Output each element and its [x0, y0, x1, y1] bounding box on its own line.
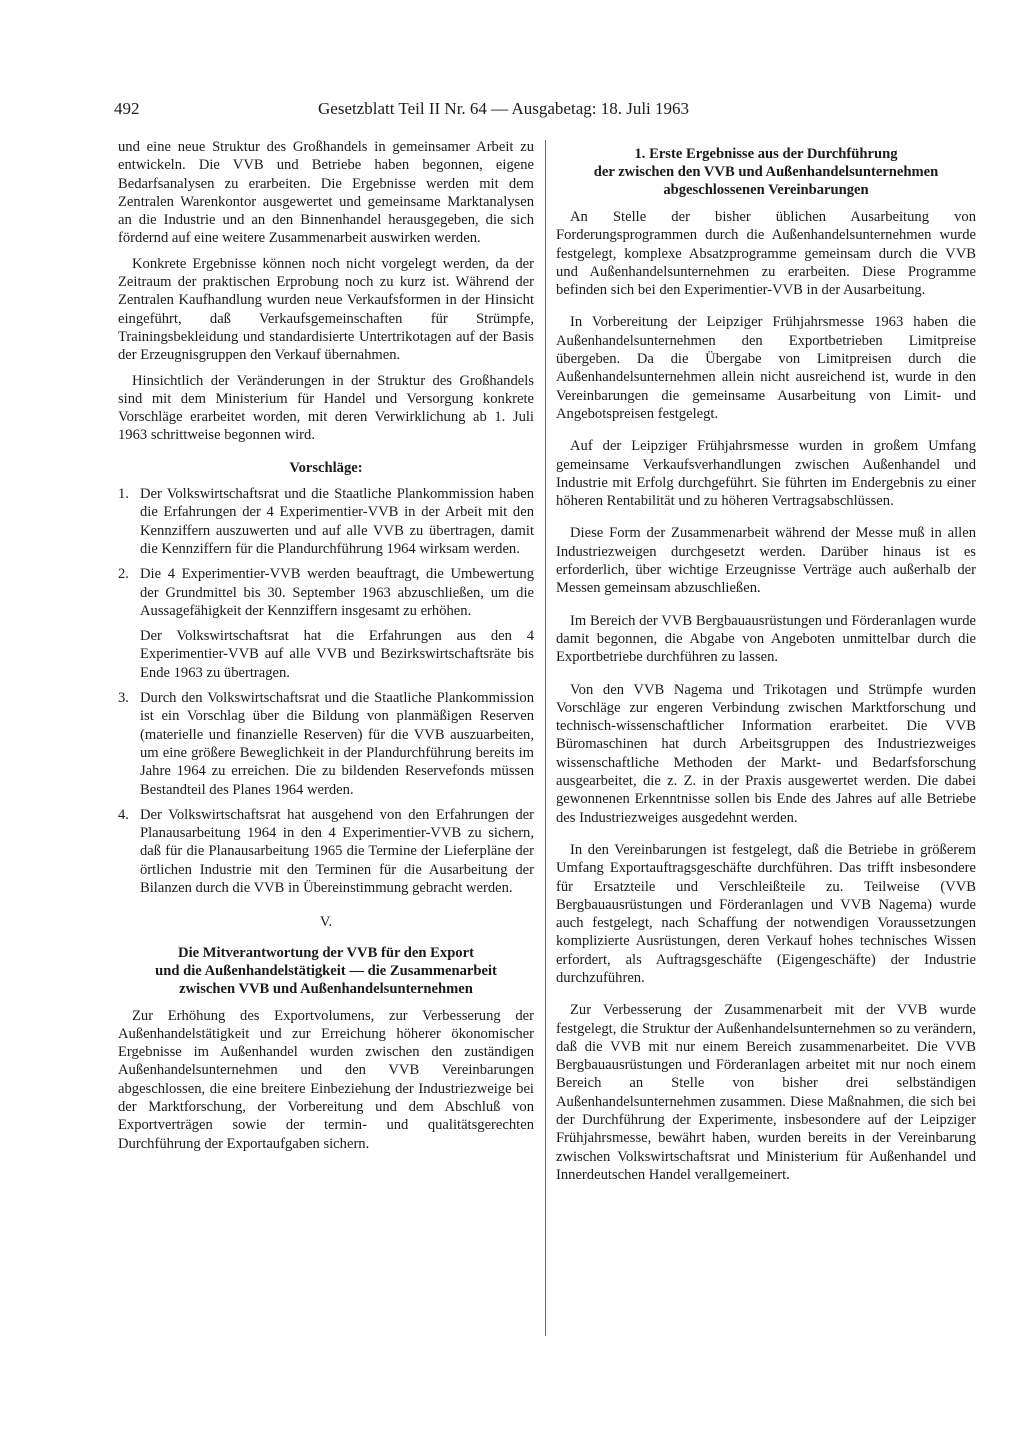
list-item-number: 3.	[118, 690, 129, 707]
left-column	[118, 138, 534, 1160]
right-column	[556, 138, 976, 1191]
section-title-line: Die Mitverantwortung der VVB für den Export	[178, 944, 474, 961]
list-item-number: 4.	[118, 806, 129, 823]
list-item-text: Der Volkswirtschaftsrat hat die Erfahrungen aus den 4 Experimentier-VVB auf alle VVB und Bezirkswirtschaftsräte bis Ende 1963 zu übertragen.	[140, 628, 534, 681]
list-item	[118, 485, 534, 558]
paragraph: In Vorbereitung der Leipziger Frühjahrsmesse 1963 haben die Außenhandelsunternehmen den Exportbetrieben Limitpreise übergeben. Da die Übergabe von Limitpreisen durch die Außenhandelsunternehmen allein nicht ausreichend ist, wurde in den Vereinbarungen die gemeinsame Ausarbeitung von Limit- und Angebotspreisen festgelegt.	[556, 314, 976, 422]
list-item-text: Der Volkswirtschaftsrat und die Staatliche Plankommission haben die Erfahrungen der 4 Experimentier-VVB in der Arbeit mit den Kennziffern auszuwerten und auf alle VVB zu übertragen, damit die Kennziffern für die Plandurchführung 1964 wirksam werden.	[140, 486, 534, 557]
subsection-title	[556, 145, 976, 199]
paragraph: und eine neue Struktur des Großhandels in gemeinsamer Arbeit zu entwickeln. Die VVB und Betriebe haben begonnen, eigene Bedarfsanalysen zu erarbeiten. Die Ergebnisse werden mit dem Zentralen Warenkontor ausgewertet und gemeinsame Marktanalysen an die Industrie und an den Binnenhandel herausgegeben, die sich fördernd auf eine weitere Zusammenarbeit auswirken werden.	[118, 139, 534, 247]
paragraph: Konkrete Ergebnisse können noch nicht vorgelegt werden, da der Zeitraum der praktischen Erprobung noch zu kurz ist. Während der Zentralen Kaufhandlung wurden neue Verkaufsformen in der Hinsicht eingeführt, daß Verkaufsgemeinschaften für Strümpfe, Trainingsbekleidung und standardisierte Untertrikotagen auf der Basis der Erzeugnisgruppen den Verkauf übernahmen.	[118, 255, 534, 364]
section-title-line: zwischen VVB und Außenhandelsunternehmen	[179, 980, 473, 997]
subsection-title-line: abgeschlossenen Vereinbarungen	[663, 182, 869, 198]
list-item	[118, 689, 534, 799]
paragraph: Im Bereich der VVB Bergbauausrüstungen und Förderanlagen wurde damit begonnen, die Abgabe von Angeboten unmittelbar durch die Exportbetriebe durchführen zu lassen.	[556, 612, 976, 666]
paragraph: Diese Form der Zusammenarbeit während der Messe muß in allen Industriezweigen durchgesetzt werden. Darüber hinaus ist es erforderlich, über wichtige Erzeugnisse Verträge auch außerhalb der Messen gemeinsam abzuschließen.	[556, 525, 976, 597]
page-number: 492	[114, 99, 140, 118]
subsection-title-line: der zwischen den VVB und Außenhandelsunternehmen	[593, 164, 939, 180]
paragraph: An Stelle der bisher üblichen Ausarbeitung von Forderungsprogrammen durch die Außenhandelsunternehmen wurde festgelegt, komplexe Absatzprogramme gemeinsam durch die VVB und Außenhandelsunternehmen zu erarbeiten. Diese Programme befinden sich bei den Experimentier-VVB in der Ausarbeitung.	[556, 209, 976, 299]
list-item	[118, 806, 534, 897]
list-item-number: 2.	[118, 566, 129, 583]
list-item-text: Durch den Volkswirtschaftsrat und die Staatliche Plankommission ist ein Vorschlag über die Bildung von planmäßigen Reserven (materielle und finanzielle Reserven) für die VVB auszuarbeiten, um eine größere Beweglichkeit in der Plandurchführung bereits im Jahre 1964 zu erreichen. Die zu bildenden Reservefonds müssen Bestandteil des Planes 1964 werden.	[140, 690, 534, 798]
list-item-text: Die 4 Experimentier-VVB werden beauftragt, die Umbewertung der Grundmittel bis 30. September 1963 abzuschließen, um die Aussagefähigkeit der Kennziffern insgesamt zu erhöhen.	[140, 566, 534, 619]
running-header: Gesetzblatt Teil II Nr. 64 — Ausgabetag: 18. Juli 1963	[318, 99, 690, 118]
paragraph: Auf der Leipziger Frühjahrsmesse wurden in großem Umfang gemeinsame Verkaufsverhandlungen zwischen Außenhandel und Industrie mit Erfolg durchgeführt. Sie führten im Endergebnis zu einer höheren Rentabilität und zu höheren Vertragsabschlüssen.	[556, 438, 976, 510]
paragraph: In den Vereinbarungen ist festgelegt, daß die Betriebe in größerem Umfang Exportauftragsgeschäfte durchführen. Das trifft insbesondere für Ersatzteile und Verschleißteile zu. Teilweise (VVB Bergbauausrüstungen und Förderanlagen und VVB Nagema) wurde auch festgelegt, nach Schaffung der notwendigen Voraussetzungen komplizierte Ausrüstungen, deren Verkauf hohes technisches Wissen erfordert, als Auftragsgeschäfte (Eigengeschäfte) der Industrie durchzuführen.	[556, 841, 976, 986]
list-item-number: 1.	[118, 486, 129, 503]
section-title-line: und die Außenhandelstätigkeit — die Zusammenarbeit	[155, 962, 497, 979]
paragraph: Zur Erhöhung des Exportvolumens, zur Verbesserung der Außenhandelstätigkeit und zur Erreichung höherer ökonomischer Ergebnisse im Außenhandel wurden zwischen den zuständigen Außenhandelsunternehmen und den VVB Vereinbarungen abgeschlossen, die eine breitere Einbeziehung der Industriezweige bei der Marktforschung, der Vorbereitung und dem Abschluß von Exportverträgen sowie der termin- und qualitätsgerechten Durchführung der Exportaufgaben sichern.	[118, 1007, 534, 1152]
proposals-heading: Vorschläge:	[289, 459, 363, 476]
subsection-title-line: 1. Erste Ergebnisse aus der Durchführung	[634, 146, 898, 162]
paragraph: Zur Verbesserung der Zusammenarbeit mit der VVB wurde festgelegt, die Struktur der Außenhandelsunternehmen so zu verändern, daß die VVB mit nur einem Bereich zusammenarbeitet. Die VVB Bergbauausrüstungen und Förderanlagen arbeitet mit nur noch einem Bereich an Stelle von bisher drei selbständigen Außenhandelsunternehmen zusammen. Diese Maßnahmen, die sich bei der Durchführung der Experimente, insbesondere auf der Leipziger Frühjahrsmesse, bewährt haben, wurden bereits in der Vereinbarung zwischen Volkswirtschaftsrat und Ministerium für Außenhandel und Innerdeutschen Handel verallgemeinert.	[556, 1002, 976, 1183]
paragraph: Von den VVB Nagema und Trikotagen und Strümpfe wurden Vorschläge zur engeren Verbindung zwischen Marktforschung und technisch-wissenschaftlicher Information erarbeitet. Die VVB Büromaschinen hat durch Arbeitsgruppen des Industriezweiges wissenschaftliche Methoden der Markt- und Bedarfsforschung ausgearbeitet, die z. Z. in der Praxis ausgewertet werden. Die dabei gewonnenen Erkenntnisse sollen bis Ende des Jahres auf alle Betriebe des Industriezweiges ausgedehnt werden.	[556, 681, 976, 826]
column-divider	[545, 140, 546, 1336]
list-item-text: Der Volkswirtschaftsrat hat ausgehend von den Erfahrungen der Planausarbeitung 1964 in den 4 Experimentier-VVB zu sichern, daß für die Planausarbeitung 1965 die Termine der Lieferpläne der örtlichen Industrie mit den Terminen für die Ausarbeitung der Bilanzen durch die VVB in Übereinstimmung gebracht werden.	[140, 806, 534, 896]
list-item	[118, 565, 534, 682]
section-title	[118, 944, 534, 998]
paragraph: Hinsichtlich der Veränderungen in der Struktur des Großhandels sind mit dem Ministerium für Handel und Versorgung konkrete Vorschläge erarbeitet worden, mit deren Verwirklichung ab 1. Juli 1963 schrittweise begonnen wird.	[118, 372, 534, 444]
section-number: V.	[319, 914, 333, 931]
